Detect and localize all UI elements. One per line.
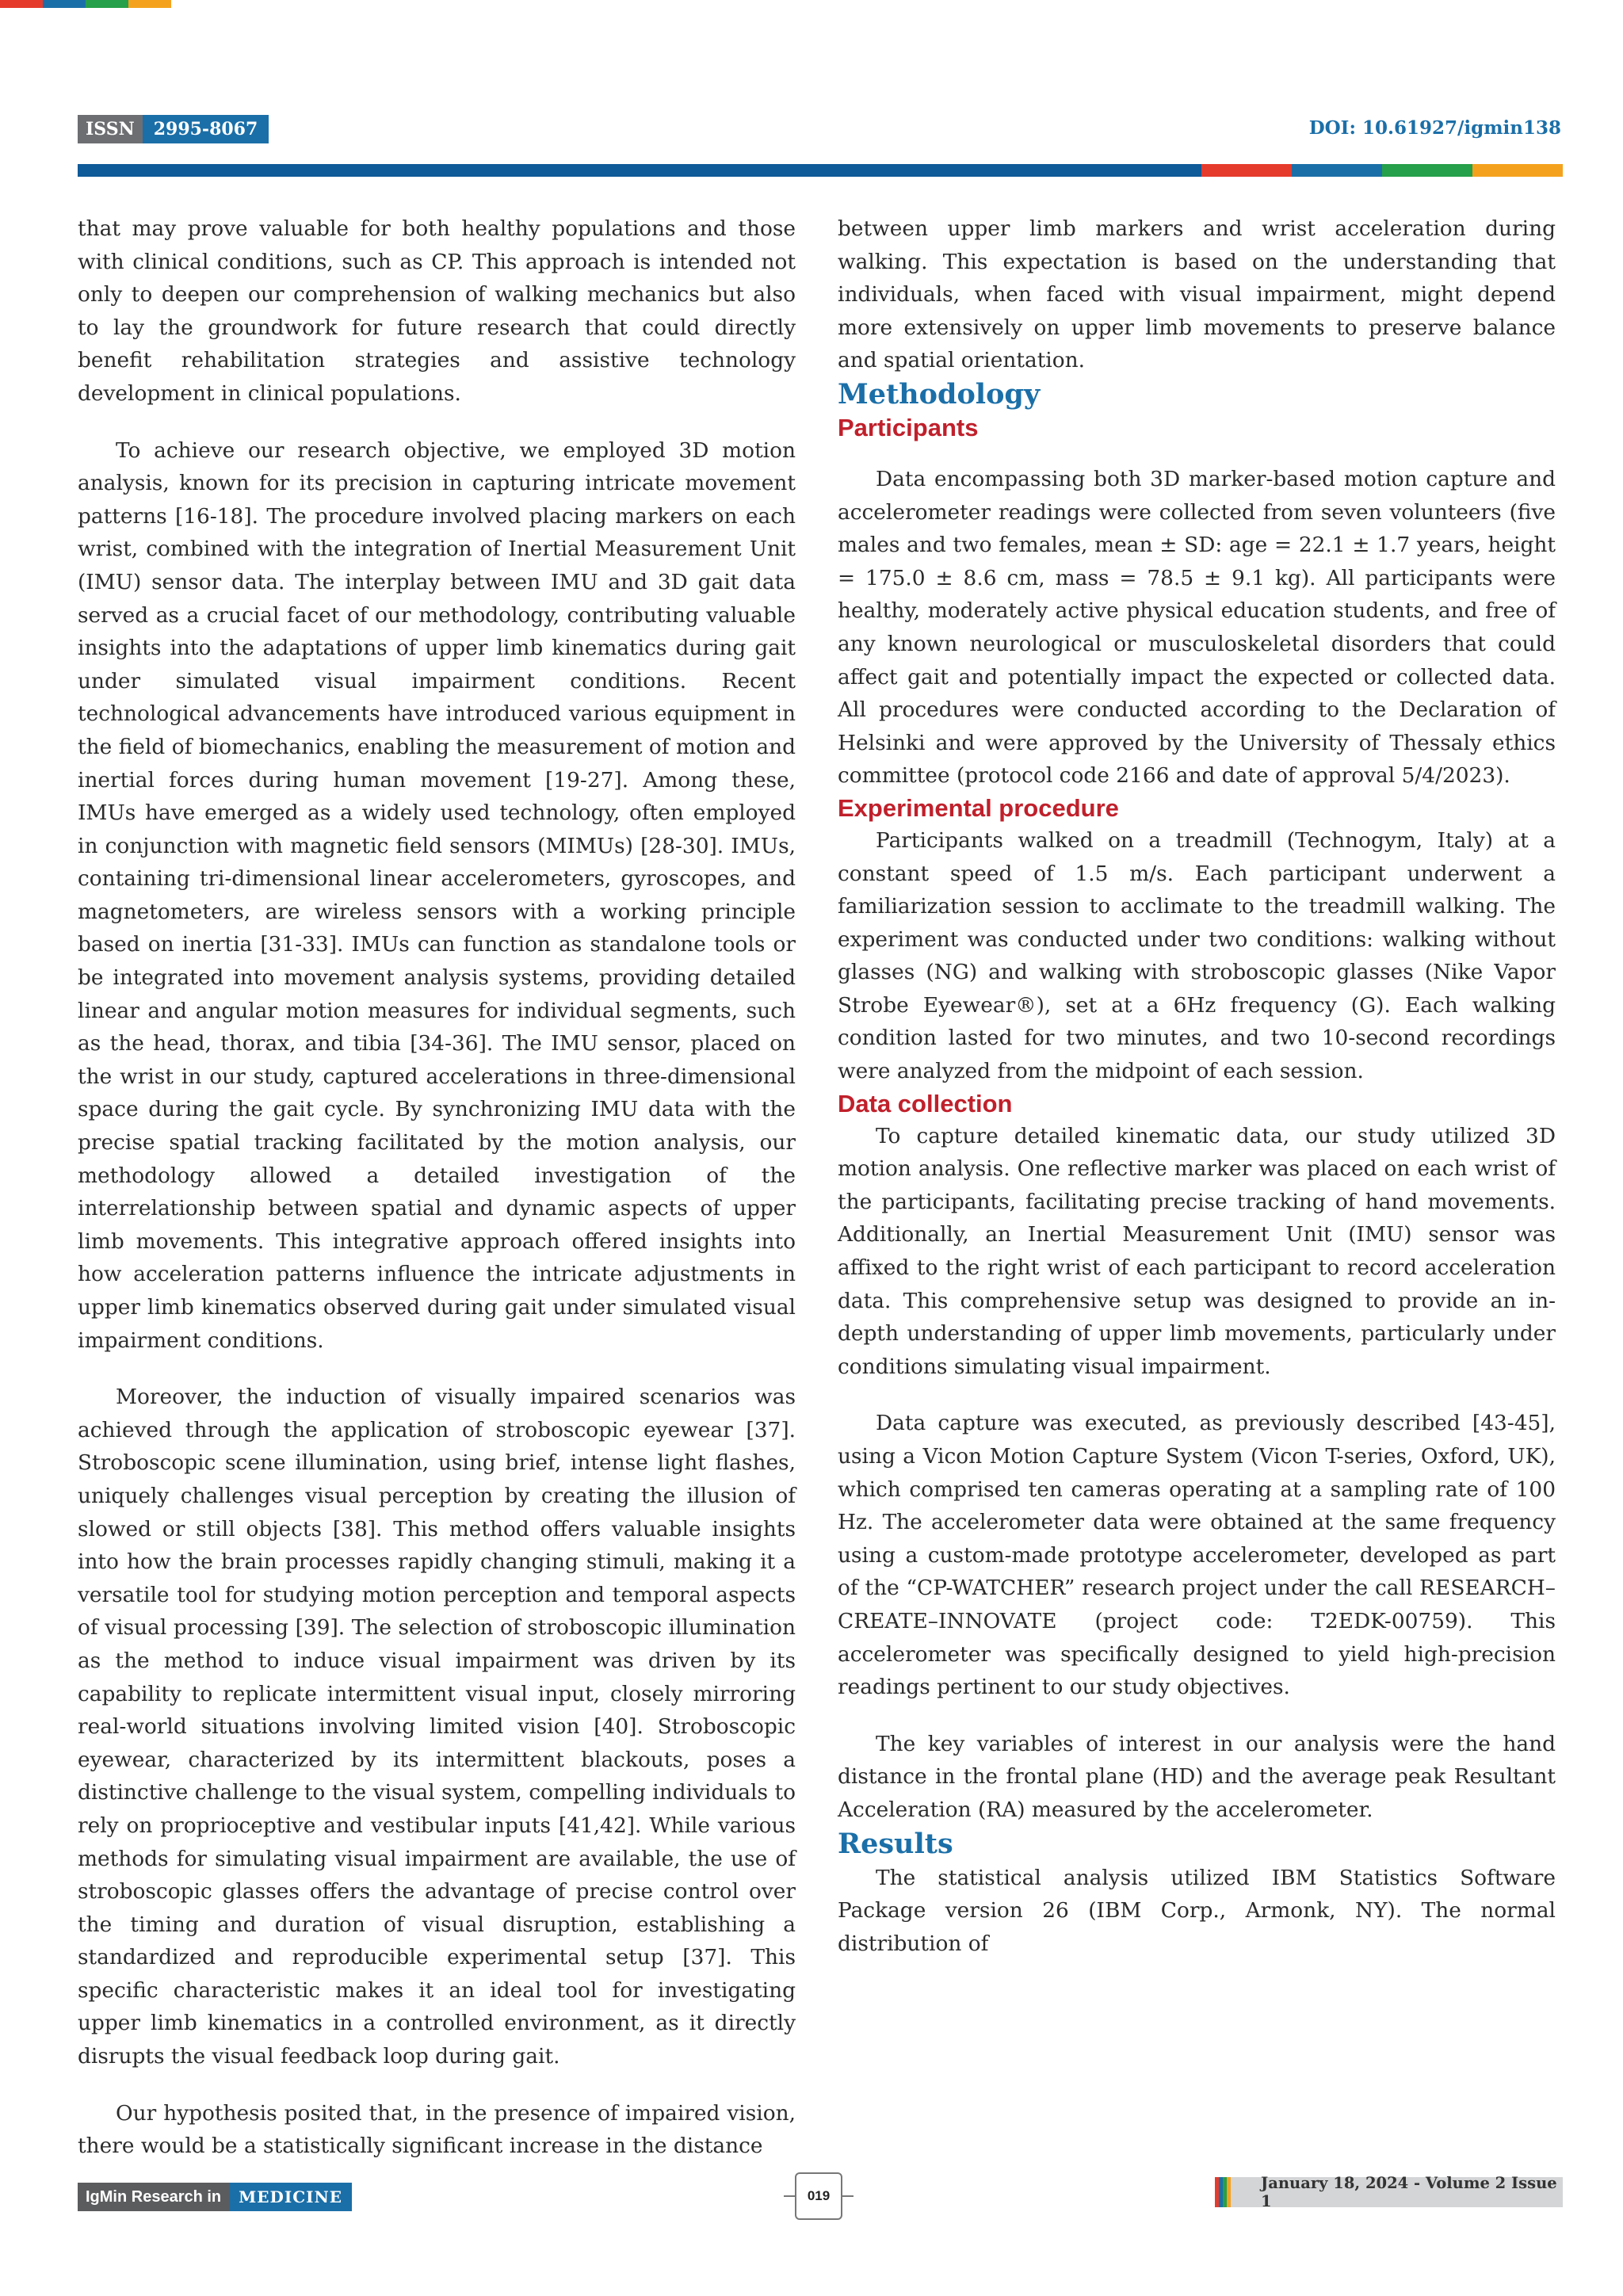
top-color-strip [0, 0, 171, 8]
paragraph: Our hypothesis posited that, in the presence of impaired vision, there would be a statistically significant increase in the distance [78, 2100, 796, 2159]
header-rule [78, 164, 1563, 177]
paragraph: Data encompassing both 3D marker-based motion capture and accelerometer readings were collected from seven volunteers (five males and two females, mean ± SD: age = 22.1 ± 1.7 years, height = 175.0 ± 8.6 cm, mass = 78.5 ± 9.1 kg). All participants were healthy, moderately active physical education students, and free of any known neurological or musculoskeletal disorders that could affect gait and potentially impact the expected or collected data. All procedures were conducted according to the Declaration of Helsinki and were approved by the University of Thessaly ethics committee (protocol code 2166 and date of approval 5/4/2023). [838, 466, 1556, 789]
doi-link[interactable]: DOI: 10.61927/igmin138 [1308, 117, 1561, 139]
subsection-heading-data-collection: Data collection [838, 1089, 1013, 1117]
issue-date: January 18, 2024 - Volume 2 Issue 1 [1261, 2174, 1557, 2210]
subsection-heading-participants: Participants [838, 413, 979, 441]
page-footer [0, 2172, 1623, 2220]
subsection-heading-experimental: Experimental procedure [838, 793, 1119, 822]
left-column [78, 212, 796, 2163]
right-column [838, 212, 1556, 1960]
issn-badge [78, 115, 269, 143]
journal-brand[interactable] [78, 2183, 352, 2211]
paragraph: that may prove valuable for both healthy populations and those with clinical conditions, such as CP. This approach is intended not only to deepen our comprehension of walking mechanics but also to lay the groundwork for future research that could directly benefit rehabilitation strategies and assistive technology development in clinical populations. [78, 216, 796, 406]
paragraph: Moreover, the induction of visually impaired scenarios was achieved through the application of stroboscopic eyewear [37]. Stroboscopic scene illumination, using brief, intense light flashes, uniquely challenges visual perception by creating the illusion of slowed or still objects [38]. This method offers valuable insights into how the brain processes rapidly changing stimuli, making it a versatile tool for studying motion perception and temporal aspects of visual processing [39]. The selection of stroboscopic illumination as the method to induce visual impairment was driven by its capability to replicate intermittent visual input, closely mirroring real-world situations involving limited vision [40]. Stroboscopic eyewear, characterized by its intermittent blackouts, poses a distinctive challenge to the visual system, compelling individuals to rely on proprioceptive and vestibular inputs [41,42]. While various methods for simulating visual impairment are available, the use of stroboscopic glasses offers the advantage of precise control over the timing and duration of visual disruption, establishing a standardized and reproducible experimental setup [37]. This specific characteristic makes it an ideal tool for investigating upper limb kinematics in a controlled environment, as it directly disrupts the visual feedback loop during gait. [78, 1385, 796, 2069]
issn-label: ISSN [78, 115, 143, 143]
paragraph: The key variables of interest in our analysis were the hand distance in the frontal plane (HD) and the average peak Resultant Acceleration (RA) measured by the accelerometer. [838, 1731, 1556, 1822]
section-heading-results: Results [838, 1827, 953, 1860]
journal-prefix: IgMin Research in [78, 2183, 229, 2211]
paragraph: To achieve our research objective, we employed 3D motion analysis, known for its precision in capturing intricate movement patterns [16-18]. The procedure involved placing markers on each wrist, combined with the integration of Inertial Measurement Unit (IMU) sensor data. The interplay between IMU and 3D gait data served as a crucial facet of our methodology, contributing valuable insights into the adaptations of upper limb kinematics during gait under simulated visual impairment conditions. Recent technological advancements have introduced various equipment in the field of biomechanics, enabling the measurement of motion and inertial forces during human movement [19-27]. Among these, IMUs have emerged as a widely used technology, often employed in conjunction with magnetic field sensors (MIMUs) [28-30]. IMUs, containing tri-dimensional linear accelerometers, gyroscopes, and magnetometers, are wireless sensors with a working principle based on inertia [31-33]. IMUs can function as standalone tools or be integrated into movement analysis systems, providing detailed linear and angular motion measures for individual segments, such as the head, thorax, and tibia [34-36]. The IMU sensor, placed on the wrist in our study, captured accelerations in three-dimensional space during the gait cycle. By synchronizing IMU data with the precise spatial tracking facilitated by the motion analysis, our methodology allowed a detailed investigation of the interrelationship between spatial and dynamic aspects of upper limb movements. This integrative approach offered insights into how acceleration patterns influence the intricate adjustments in upper limb kinematics observed during gait under simulated visual impairment conditions. [78, 437, 796, 1353]
color-bars-icon [1215, 2177, 1231, 2207]
paragraph: Data capture was executed, as previously described [43-45], using a Vicon Motion Capture System (Vicon T-series, Oxford, UK), which comprised ten cameras operating at a sampling rate of 100 Hz. The accelerometer data were obtained at the same frequency using a custom-made prototype accelerometer, developed as part of the “CP-WATCHER” research project under the call RESEARCH–CREATE–INNOVATE (project code: T2EDK-00759). This accelerometer was specifically designed to yield high-precision readings pertinent to our study objectives. [838, 1411, 1556, 1700]
paragraph: To capture detailed kinematic data, our study utilized 3D motion analysis. One reflective marker was placed on each wrist of the participants, facilitating precise tracking of hand movements. Additionally, an Inertial Measurement Unit (IMU) sensor was affixed to the right wrist of each participant to record acceleration data. This comprehensive setup was designed to provide an in-depth understanding of upper limb movements, particularly under conditions simulating visual impairment. [838, 1123, 1556, 1379]
issue-date-bar [1215, 2174, 1563, 2210]
paragraph: Participants walked on a treadmill (Technogym, Italy) at a constant speed of 1.5 m/s. Each participant underwent a familiarization session to acclimate to the treadmill walking. The experiment was conducted under two conditions: walking without glasses (NG) and walking with stroboscopic glasses (Nike Vapor Strobe Eyewear®), set at a 6Hz frequency (G). Each walking condition lasted for two minutes, and two 10-second recordings were analyzed from the midpoint of each session. [838, 827, 1556, 1084]
page-number [795, 2172, 842, 2220]
issn-value: 2995-8067 [143, 115, 269, 143]
section-heading-methodology: Methodology [838, 377, 1041, 411]
paragraph: between upper limb markers and wrist acceleration during walking. This expectation is based on the understanding that individuals, when faced with visual impairment, might depend more extensively on upper limb movements to preserve balance and spatial orientation. [838, 216, 1556, 373]
paragraph: The statistical analysis utilized IBM Statistics Software Package version 26 (IBM Corp., Armonk, NY). The normal distribution of [838, 1865, 1556, 1956]
page-number-text: 019 [807, 2188, 831, 2203]
journal-subject: MEDICINE [229, 2183, 352, 2211]
